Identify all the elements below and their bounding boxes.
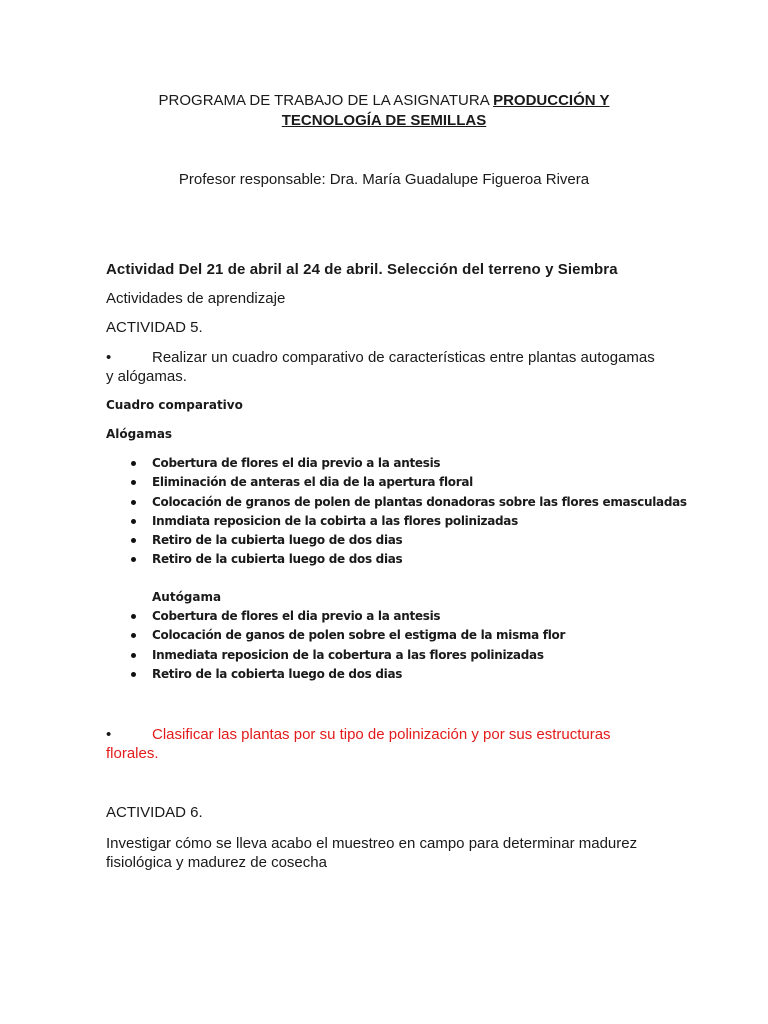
- bullet-icon: [131, 500, 136, 505]
- list-item-text: Eliminación de anteras el dia de la apertura floral: [152, 475, 473, 490]
- bullet-icon: [131, 653, 136, 658]
- bullet-icon: [131, 480, 136, 485]
- title-plain-text: PROGRAMA DE TRABAJO DE LA ASIGNATURA: [158, 92, 494, 109]
- alogamas-label: Alógamas: [106, 427, 173, 441]
- list-item: [152, 493, 712, 512]
- list-item-text: Cobertura de flores el dia previo a la antesis: [152, 609, 441, 623]
- activity6-text-line1: Investigar cómo se lleva acabo el muestreo en campo para determinar madurez: [106, 835, 638, 852]
- list-item-text: Cobertura de flores el dia previo a la antesis: [152, 456, 441, 470]
- task1-bullet: •: [106, 349, 112, 366]
- list-item: [152, 473, 712, 492]
- activity-heading: Actividad Del 21 de abril al 24 de abril. Selección del terreno y Siembra: [106, 261, 618, 278]
- comparative-table-label: Cuadro comparativo: [106, 398, 243, 412]
- list-item: [152, 531, 712, 550]
- list-item: [152, 454, 712, 473]
- autogama-label: Autógama: [152, 590, 222, 604]
- professor-line: Profesor responsable: Dra. María Guadalupe Figueroa Rivera: [178, 171, 590, 188]
- task1-line1: Realizar un cuadro comparativo de características entre plantas autogamas: [152, 349, 655, 366]
- list-item: [152, 665, 712, 684]
- bullet-icon: [131, 614, 136, 619]
- bullet-icon: [131, 519, 136, 524]
- document-title-line2: [0, 112, 768, 129]
- activity6-text-line2: fisiológica y madurez de cosecha: [106, 854, 327, 871]
- list-item: [152, 626, 712, 645]
- list-item-text: Inmediata reposicion de la cobertura a las flores polinizadas: [152, 647, 544, 662]
- list-item-text: Colocación de ganos de polen sobre el estigma de la misma flor: [152, 628, 566, 643]
- title-bold-text: PRODUCCIÓN Y: [493, 92, 610, 109]
- list-item: [152, 550, 712, 569]
- document-title-line1: [0, 92, 768, 109]
- list-item-text: Retiro de la cubierta luego de dos dias: [152, 552, 403, 567]
- autogama-list: [152, 607, 712, 684]
- list-item-text: Retiro de la cobierta luego de dos dias: [152, 666, 403, 681]
- title-bold-text-line2: TECNOLOGÍA DE SEMILLAS: [281, 112, 487, 129]
- bullet-icon: [131, 633, 136, 638]
- list-item-text: Colocación de granos de polen de plantas donadoras sobre las flores emasculadas: [152, 494, 687, 509]
- alogamas-list: [152, 454, 712, 570]
- learning-activities-label: Actividades de aprendizaje: [106, 290, 286, 307]
- list-item: [152, 512, 712, 531]
- bullet-icon: [131, 557, 136, 562]
- bullet-icon: [131, 461, 136, 466]
- bullet-icon: [131, 672, 136, 677]
- task2-line1: Clasificar las plantas por su tipo de polinización y por sus estructuras: [152, 726, 611, 743]
- task2-line2: florales.: [106, 745, 159, 762]
- activity6-label: ACTIVIDAD 6.: [106, 804, 203, 821]
- list-item-text: Inmdiata reposicion de la cobirta a las flores polinizadas: [152, 513, 518, 528]
- bullet-icon: [131, 538, 136, 543]
- list-item: [152, 607, 712, 626]
- list-item: [152, 646, 712, 665]
- task1-line2: y alógamas.: [106, 368, 187, 385]
- list-item-text: Retiro de la cubierta luego de dos dias: [152, 533, 403, 548]
- task2-bullet: •: [106, 726, 112, 743]
- activity5-label: ACTIVIDAD 5.: [106, 319, 203, 336]
